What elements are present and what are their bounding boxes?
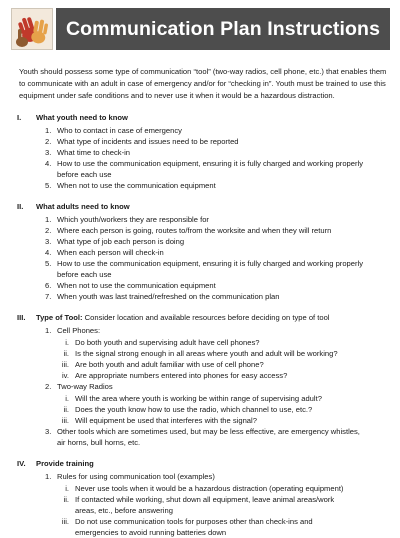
list-item: 2. What type of incidents and issues need to be reported xyxy=(45,137,239,146)
sub-list-item: iii. Will equipment be used that interferes with the signal? xyxy=(61,416,257,425)
list-item: 3. What type of job each person is doing xyxy=(45,237,185,246)
list-item: 1. Cell Phones: i. Do both youth and supervising adult have cell phones? ii. Is the signal strong enough in all areas where youth and adult will be working? iii. Are both youth and adult familiar with use of cell phone? iv. Are appropriate numbers entered into phones for easy access? xyxy=(45,325,390,381)
list-item: 5. How to use the communication equipment, ensuring it is fully charged and working properly before each use xyxy=(45,259,364,279)
list-item: 2. Two-way Radios i. Will the area where youth is working be within range of supervising adult? ii. Does the youth know how to use the radio, which channel to use, etc.? iii. Will equipment be used that interferes with the signal? xyxy=(45,381,390,426)
sub-list-item: i. Will the area where youth is working be within range of supervising adult? xyxy=(65,394,322,403)
sub-list-item: i. Do both youth and supervising adult have cell phones? xyxy=(65,338,260,347)
section-tool-type xyxy=(11,312,390,448)
section-youth xyxy=(11,112,390,191)
sub-list-item: iii. Are both youth and adult familiar with use of cell phone? xyxy=(61,360,264,369)
page-title: Communication Plan Instructions xyxy=(65,17,381,40)
header xyxy=(11,8,390,50)
sub-list-item: ii. If contacted while working, shut down all equipment, leave animal areas/work areas, etc., before answering xyxy=(63,495,335,515)
hands-logo-icon xyxy=(11,8,53,50)
list-item: 1. Who to contact in case of emergency xyxy=(45,126,182,135)
list-item: 1. Rules for using communication tool (examples) i. Never use tools when it would be a hazardous distraction (operating equipment) ii. If contacted while working, shut down all equipment, leave animal areas/work areas, etc., before answering iii. Do not use communication tools for purposes other than check-ins and emergencies to avoid running batteries down xyxy=(45,471,390,538)
section-adults xyxy=(11,201,390,302)
section-title: Type of Tool: xyxy=(36,313,83,322)
list-item: 6. When not to use the communication equipment xyxy=(45,281,216,290)
sub-list-item: ii. Is the signal strong enough in all areas where youth and adult will be working? xyxy=(63,349,338,358)
list-item: 7. When youth was last trained/refreshed on the communication plan xyxy=(45,292,280,301)
sub-list-item: i. Never use tools when it would be a hazardous distraction (operating equipment) xyxy=(65,484,344,493)
list-item: 5. When not to use the communication equipment xyxy=(45,181,216,190)
section-title: What adults need to know xyxy=(36,202,130,211)
list-item: 2. Where each person is going, routes to/from the worksite and when they will return xyxy=(45,226,332,235)
section-number: I. xyxy=(17,113,22,122)
list-item: 4. How to use the communication equipment, ensuring it is fully charged and working properly before each use xyxy=(45,159,364,179)
sub-list-item: iii. Do not use communication tools for purposes other than check-ins and emergencies to avoid running batteries down xyxy=(61,517,313,537)
sub-list-item: ii. Does the youth know how to use the radio, which channel to use, etc.? xyxy=(63,405,313,414)
section-training xyxy=(11,458,390,538)
section-number: IV. xyxy=(17,459,26,468)
section-number: III. xyxy=(17,313,26,322)
title-banner xyxy=(56,8,390,50)
section-title: What youth need to know xyxy=(36,113,128,122)
list-item: 4. When each person will check-in xyxy=(45,248,164,257)
section-number: II. xyxy=(17,202,24,211)
intro-paragraph: Youth should possess some type of communication “tool” (two-way radios, cell phone, etc.) that enables them to communicate with an adult in case of emergency and/or for “checking in”. Youth must be trained to use this equipment under safe conditions and to never use it when it would be a hazardous distraction. xyxy=(19,67,387,100)
list-item: 1. Which youth/workers they are responsible for xyxy=(45,215,209,224)
list-item: 3. Other tools which are sometimes used, but may be less effective, are emergency whistles, air horns, bull horns, etc. xyxy=(45,427,360,447)
list-item: 3. What time to check-in xyxy=(45,148,131,157)
section-title: Provide training xyxy=(36,459,94,468)
sub-list-item: iv. Are appropriate numbers entered into phones for easy access? xyxy=(61,371,288,380)
section-title-detail: Consider location and available resources before deciding on type of tool xyxy=(82,313,330,322)
